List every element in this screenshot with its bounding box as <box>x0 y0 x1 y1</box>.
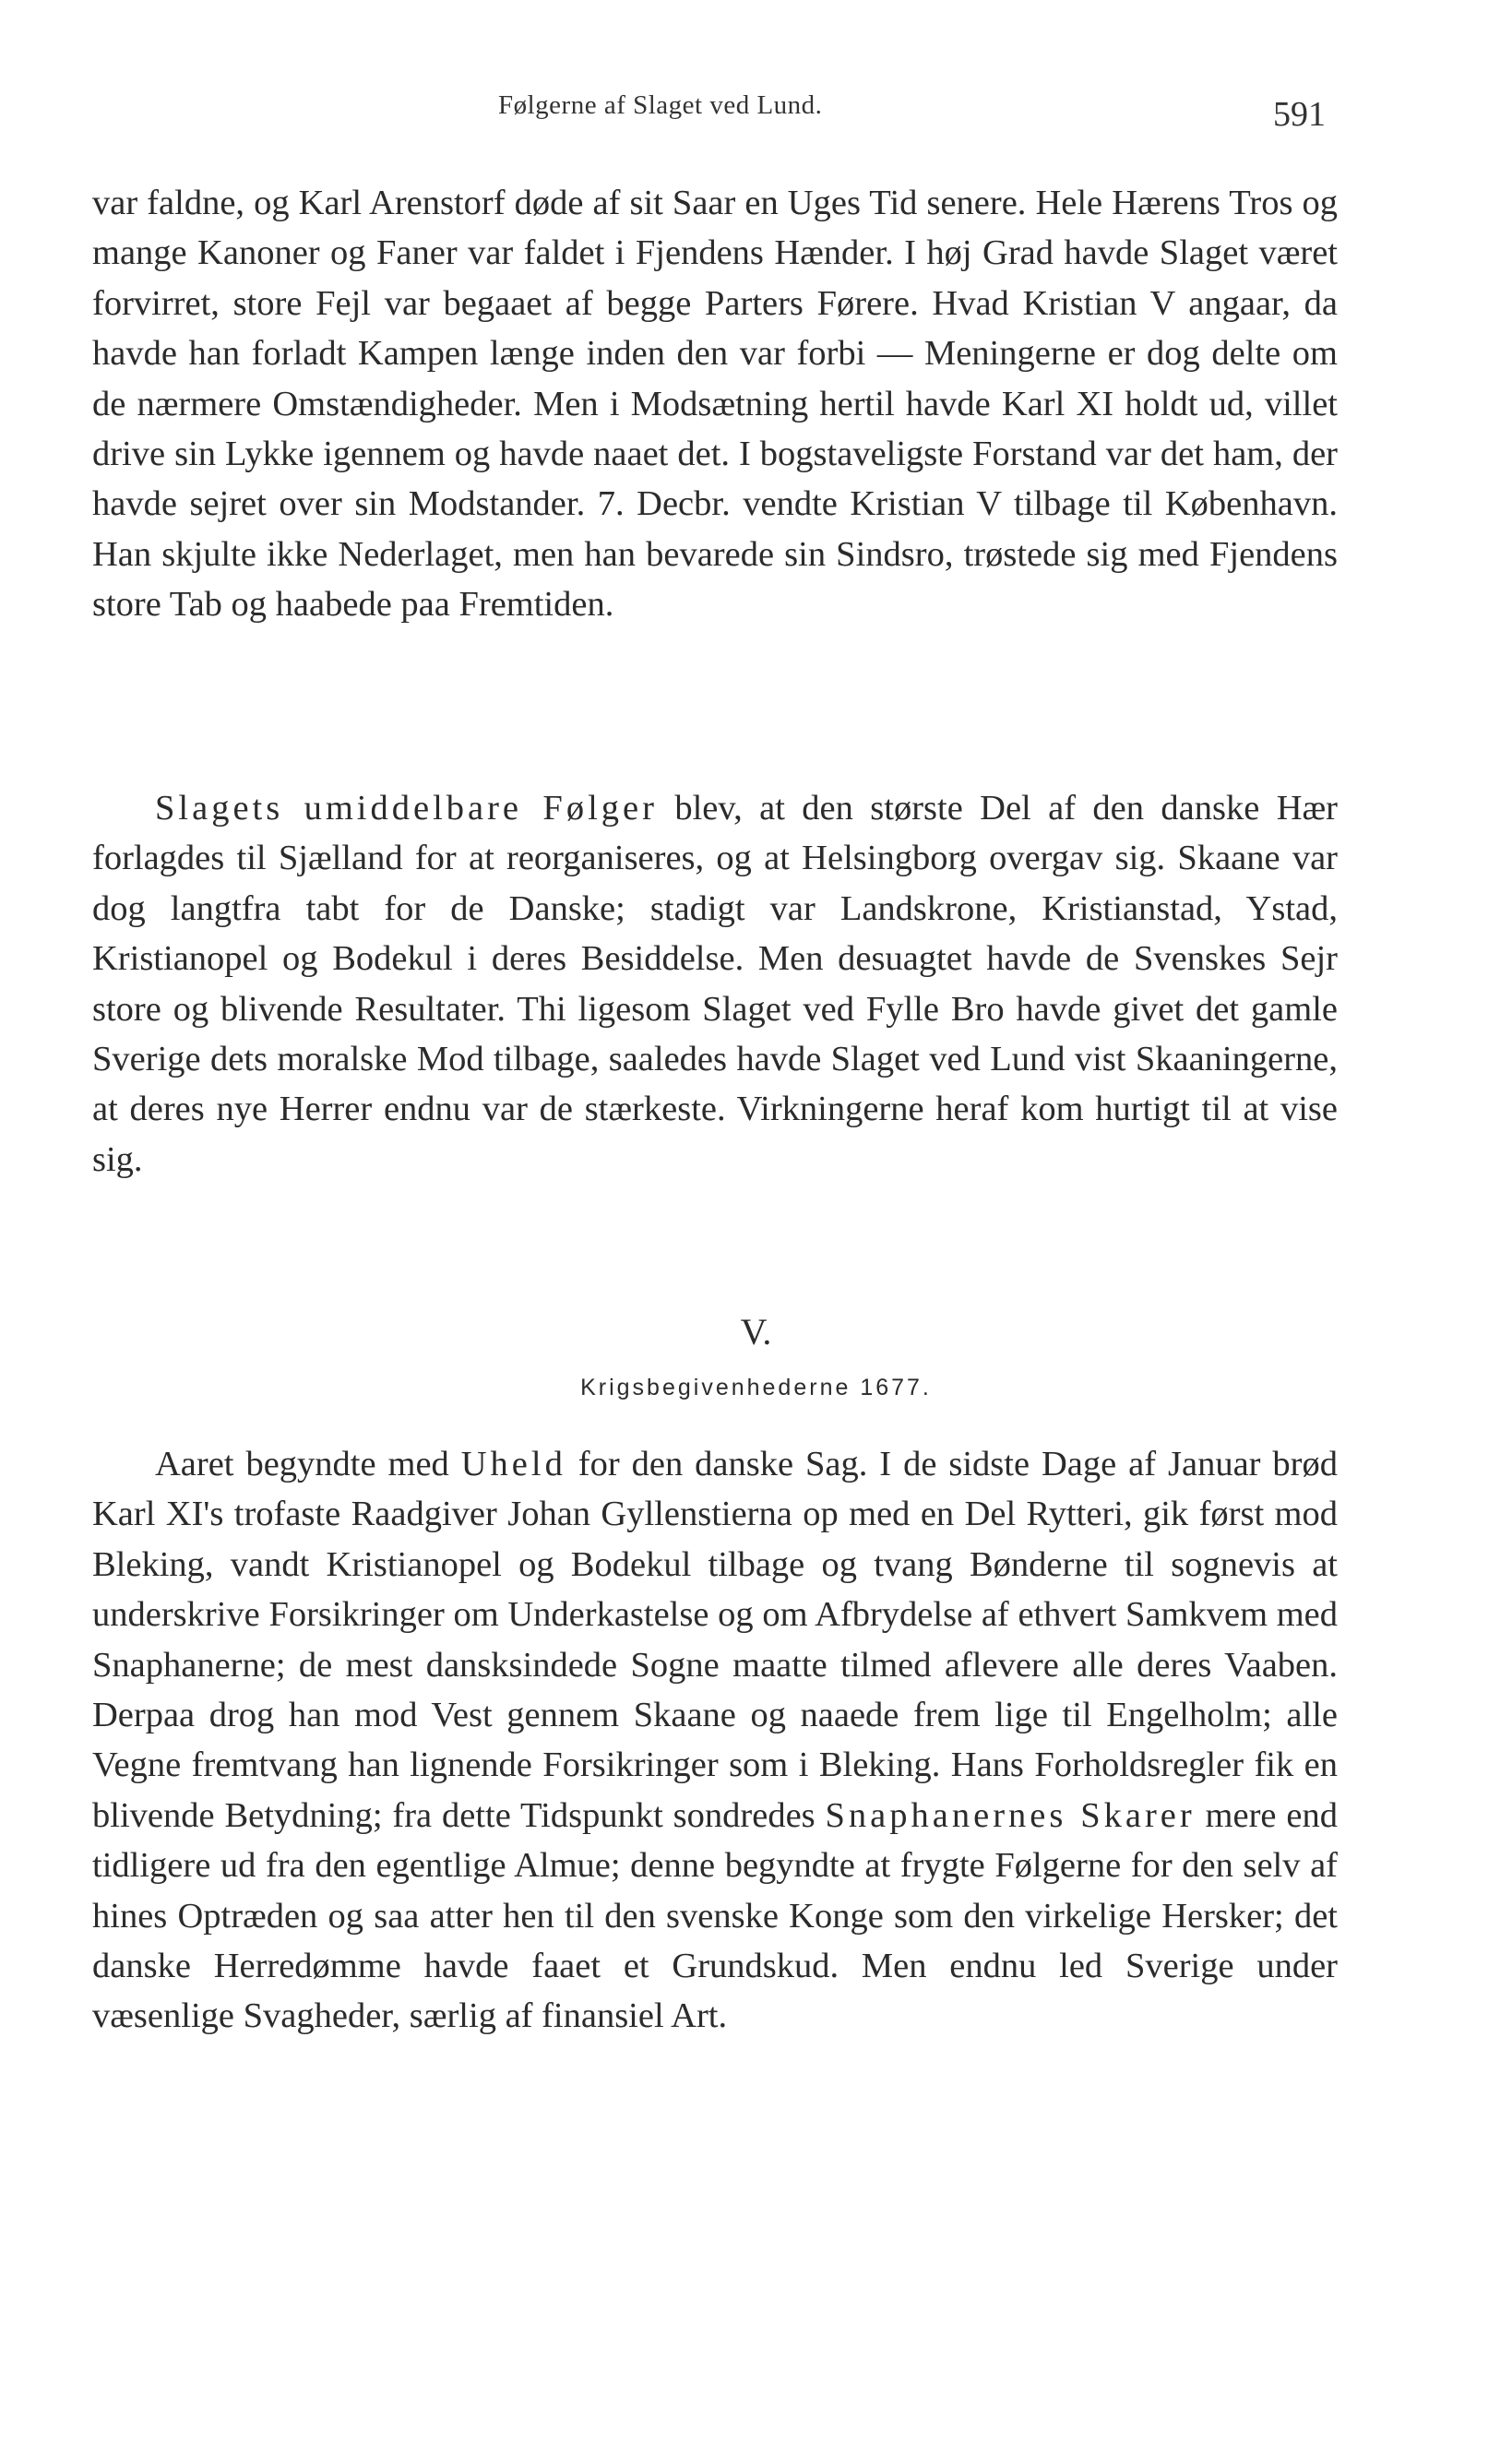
section-numeral: V. <box>740 1311 772 1352</box>
paragraph-war-events <box>92 1439 1338 2042</box>
running-title: Følgerne af Slaget ved Lund. <box>498 90 823 120</box>
emphasized-word: Uheld <box>460 1445 566 1483</box>
paragraph-text: blev, at den største Del af den danske Hær forlagdes til Sjælland for at reorganiseres, og at Helsingborg overgav sig. Skaane var dog langtfra tabt for de Danske; stadigt var Landskrone, Kristianstad, Ystad, Kristianopel og Bodekul i deres Besiddelse. Men desuagtet havde de Svenskes Sejr store og blivende Resultater. Thi ligesom Slaget ved Fylle Bro havde givet det gamle Sverige dets moralske Mod tilbage, saaledes havde Slaget ved Lund vist Skaaningerne, at deres nye Herrer endnu var de stærkeste. Virkningerne heraf kom hurtigt til at vise sig. <box>92 789 1338 1179</box>
section-title: Krigsbegivenhederne 1677. <box>580 1375 932 1400</box>
page-number: 591 <box>1273 95 1326 134</box>
emphasized-phrase: Snaphanernes Skarer <box>825 1795 1196 1835</box>
paragraph-consequences <box>92 783 1338 1185</box>
paragraph-text: for den danske Sag. I de sidste Dage af Januar brød Karl XI's trofaste Raadgiver Johan Gyllenstierna op med en Del Rytteri, gik først mod Bleking, vandt Kristianopel og Bodekul tilbage og tvang Bønderne til sognevis at underskrive Forsikringer om Underkastelse og om Afbrydelse af ethvert Samkvem med Snaphanerne; de mest dansksindede Sogne maatte tilmed aflevere alle deres Vaaben. Derpaa drog han mod Vest gennem Skaane og naaede frem lige til Engelholm; alle Vegne fremtvang han lignende Forsikringer som i Bleking. Hans Forholdsregler fik en blivende Betydning; fra dette Tidspunkt sondredes <box>92 1445 1338 1835</box>
paragraph-text: var faldne, og Karl Arenstorf døde af sit Saar en Uges Tid senere. Hele Hærens Tros og mange Kanoner og Faner var faldet i Fjendens Hænder. I høj Grad havde Slaget været forvirret, store Fejl var begaaet af begge Parters Førere. Hvad Kristian V angaar, da havde han forladt Kampen længe inden den var forbi — Meningerne er dog delte om de nærmere Omstændigheder. Men i Modsætning hertil havde Karl XI holdt ud, villet drive sin Lykke igennem og havde naaet det. I bogstaveligste Forstand var det ham, der havde sejret over sin Modstander. 7. Decbr. vendte Kristian V tilbage til København. Han skjulte ikke Nederlaget, men han bevarede sin Sindsro, trøstede sig med Fjendens store Tab og haabede paa Fremtiden. <box>92 184 1338 625</box>
paragraph-body <box>92 783 1338 1185</box>
paragraph-body <box>92 1439 1338 2042</box>
paragraph-continued <box>92 178 1338 630</box>
emphasized-phrase: Slagets umiddelbare Følger <box>155 789 658 828</box>
paragraph-text: mere end tidligere ud fra den egentlige Almue; denne begyndte at frygte Følgerne for den selv af hines Optræden og saa atter hen til den svenske Konge som den virkelige Hersker; det danske Herredømme havde faaet et Grundskud. Men endnu led Sverige under væsenlige Svagheder, særlig af finansiel Art. <box>92 1795 1338 2036</box>
paragraph-text: Aaret begyndte med <box>155 1445 461 1483</box>
